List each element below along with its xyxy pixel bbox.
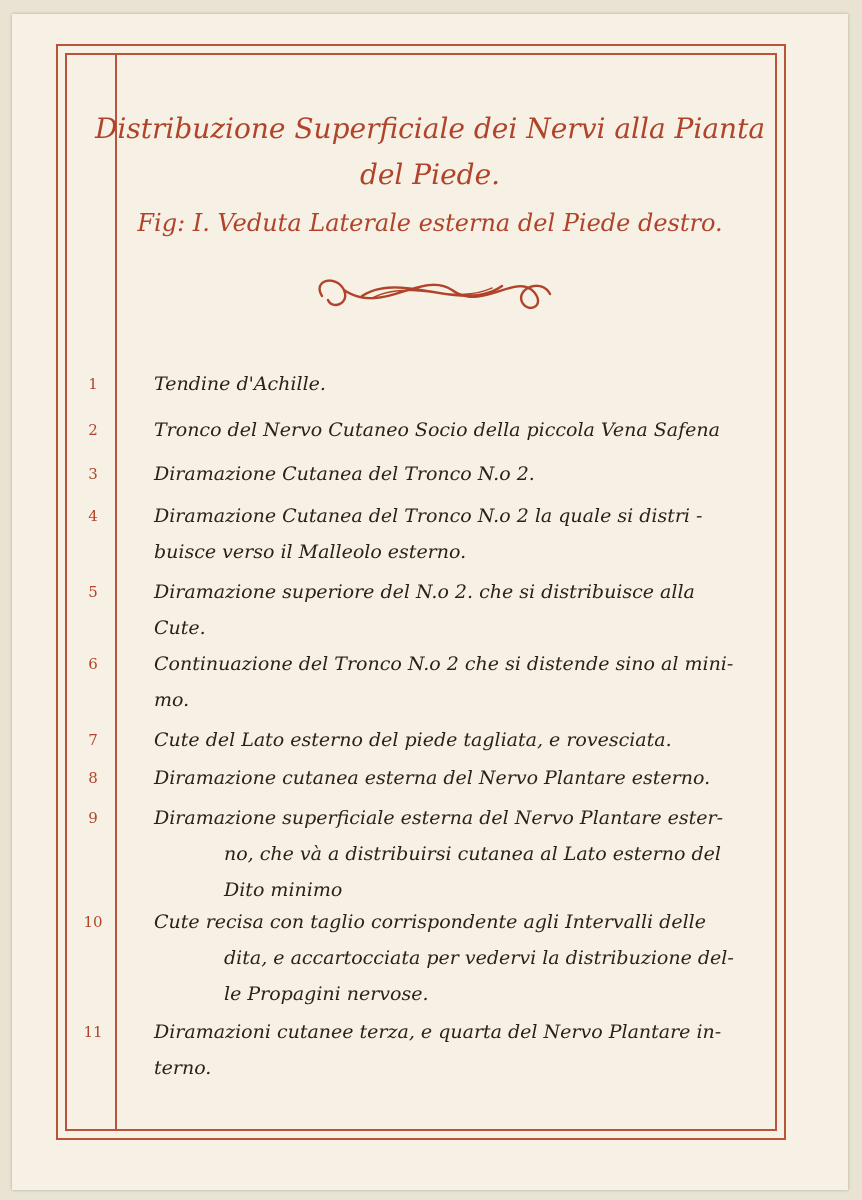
entry-number: 1	[88, 375, 98, 393]
entry-text	[154, 366, 766, 402]
entry-line: Tronco del Nervo Cutaneo Socio della piccola Vena Safena	[154, 419, 720, 441]
entry-line: terno.	[154, 1057, 212, 1079]
entry-number: 6	[88, 655, 98, 673]
entry-number: 10	[83, 913, 103, 931]
entry-text	[154, 412, 766, 448]
title-line-2: del Piede.	[359, 158, 501, 191]
entry-line: no, che và a distribuirsi cutanea al Lato esterno del	[224, 843, 721, 865]
entry-line: Continuazione del Tronco N.o 2 che si distende sino al mini-	[154, 653, 734, 675]
entry-text	[154, 1014, 766, 1086]
entry-number: 9	[88, 809, 98, 827]
entry-text	[154, 760, 766, 796]
entry-line: Diramazioni cutanee terza, e quarta del Nervo Plantare in-	[154, 1021, 722, 1043]
entry-text	[154, 498, 766, 570]
entry-text	[154, 574, 766, 646]
entry-line: Tendine d'Achille.	[154, 373, 326, 395]
entry-number: 2	[88, 421, 98, 439]
entry-text	[154, 456, 766, 492]
entry-number: 7	[88, 731, 98, 749]
entry-line: Cute recisa con taglio corrispondente agli Intervalli delle	[154, 911, 706, 933]
entry-line: buisce verso il Malleolo esterno.	[154, 541, 467, 563]
entry-number: 8	[88, 769, 98, 787]
entry-line: Dito minimo	[224, 879, 343, 901]
manuscript-page	[12, 14, 848, 1190]
entry-line: le Propagini nervose.	[224, 983, 429, 1005]
entry-number: 11	[83, 1023, 103, 1041]
entry-text	[154, 646, 766, 718]
entry-number: 3	[88, 465, 98, 483]
entry-text	[154, 800, 766, 908]
entry-line: Diramazione superficiale esterna del Nervo Plantare ester-	[154, 807, 724, 829]
entry-line: Diramazione superiore del N.o 2. che si distribuisce alla	[154, 581, 695, 603]
entry-line: Diramazione Cutanea del Tronco N.o 2.	[154, 463, 535, 485]
entry-line: Diramazione Cutanea del Tronco N.o 2 la quale si distri -	[154, 505, 703, 527]
entry-line: dita, e accartocciata per vedervi la distribuzione del-	[224, 947, 734, 969]
entry-line: Diramazione cutanea esterna del Nervo Plantare esterno.	[154, 767, 711, 789]
entry-text	[154, 722, 766, 758]
title-line-1: Distribuzione Superficiale dei Nervi alla Pianta	[94, 112, 766, 145]
entry-number: 4	[88, 507, 98, 525]
entry-line: Cute.	[154, 617, 206, 639]
figure-caption: Fig: I. Veduta Laterale esterna del Piede destro.	[137, 209, 723, 237]
legend-entries	[12, 14, 848, 1190]
entry-line: Cute del Lato esterno del piede tagliata, e rovesciata.	[154, 729, 672, 751]
entry-number: 5	[88, 583, 98, 601]
entry-text	[154, 904, 766, 1012]
entry-line: mo.	[154, 689, 190, 711]
